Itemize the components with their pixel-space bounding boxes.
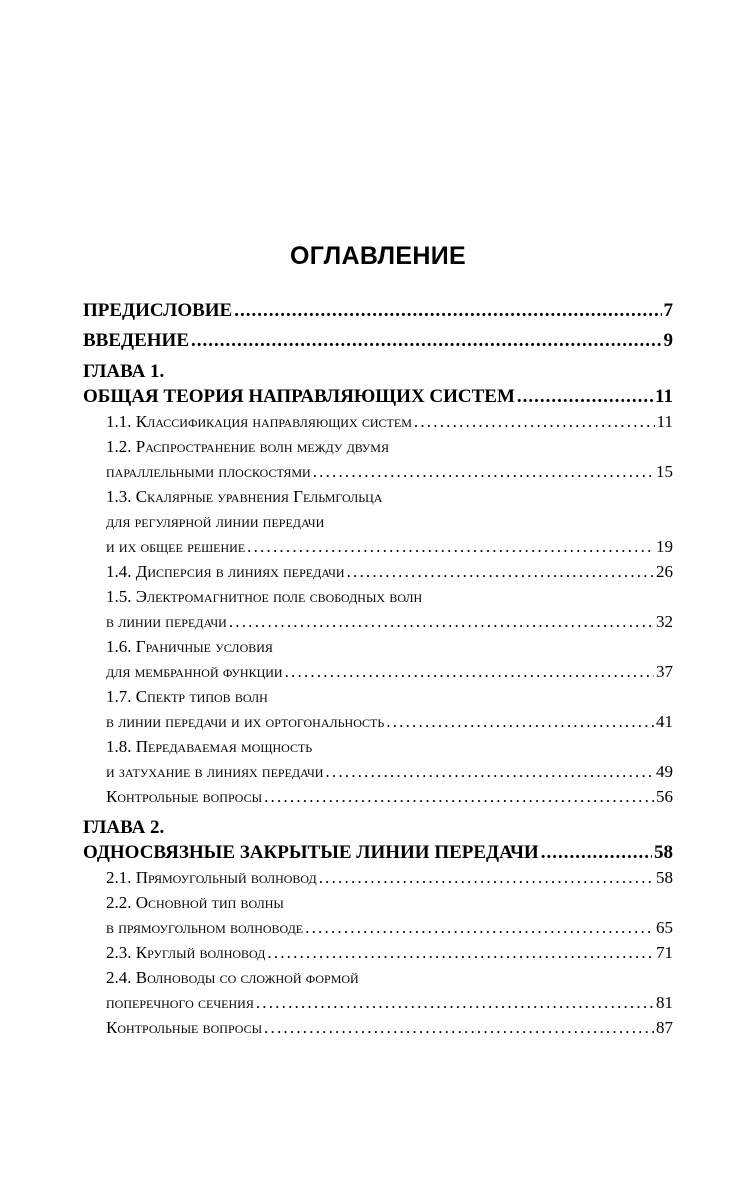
toc-entry-introduction[interactable]: [83, 328, 673, 353]
toc-section-page: 26: [656, 562, 673, 581]
toc-section-entry[interactable]: [83, 965, 673, 1015]
toc-section-text: 1.7. Спектр типов волн: [106, 687, 268, 706]
toc-section-text: в линии передачи и их ортогональность: [106, 712, 385, 731]
toc-section-line: [83, 784, 673, 809]
toc-section-page: 81: [656, 993, 673, 1012]
toc-section-page: 37: [656, 662, 673, 681]
toc-section-text: поперечного сечения: [106, 993, 254, 1012]
dot-leader: [264, 784, 654, 809]
dot-leader: [267, 940, 654, 965]
toc-section-line: [83, 1015, 673, 1040]
chapter-2-sections: [83, 865, 673, 1040]
toc-section-entry[interactable]: [83, 890, 673, 940]
toc-section-entry[interactable]: [83, 940, 673, 965]
page-title: ОГЛАВЛЕНИЕ: [290, 242, 466, 270]
toc-section-text: 1.5. Электромагнитное поле свободных волн: [106, 587, 423, 606]
toc-section-line: [83, 890, 673, 915]
toc-section-entry[interactable]: [83, 865, 673, 890]
toc-section-page: 32: [656, 612, 673, 631]
toc-section-page: 15: [656, 462, 673, 481]
toc-section-entry[interactable]: [83, 409, 673, 434]
toc-entry-page: 7: [663, 300, 673, 321]
toc-section-text: Контрольные вопросы: [106, 1018, 263, 1037]
toc-section-line: [83, 709, 673, 734]
dot-leader: [191, 328, 662, 353]
toc-section-line: [83, 434, 673, 459]
chapter-2-label: ГЛАВА 2.: [83, 817, 165, 838]
toc-section-entry[interactable]: [83, 584, 673, 634]
toc-section-line: [83, 684, 673, 709]
toc-section-page: 71: [656, 943, 673, 962]
toc-section-text: 1.4. Дисперсия в линиях передачи: [106, 562, 345, 581]
toc-section-page: 58: [656, 868, 673, 887]
toc-section-text: в прямоугольном волноводе: [106, 918, 304, 937]
toc-section-text: 1.6. Граничные условия: [106, 637, 273, 656]
dot-leader: [541, 840, 652, 865]
dot-leader: [256, 990, 654, 1015]
toc-section-line: [83, 734, 673, 759]
dot-leader: [305, 915, 654, 940]
dot-leader: [234, 298, 661, 323]
toc-section-line: [83, 484, 673, 509]
toc-section-line: [83, 990, 673, 1015]
toc-section-page: 41: [656, 712, 673, 731]
toc-entry-page: 9: [663, 330, 673, 351]
toc-section-line: [83, 915, 673, 940]
toc-section-page: 56: [656, 787, 673, 806]
toc-entry-preface[interactable]: [83, 298, 673, 323]
toc-section-entry[interactable]: [83, 434, 673, 484]
toc-section-text: Контрольные вопросы: [106, 787, 263, 806]
toc-section-line: [83, 409, 673, 434]
toc-entry-page: 11: [655, 386, 673, 407]
toc-section-page: 49: [656, 762, 673, 781]
toc-section-entry[interactable]: [83, 784, 673, 809]
toc-section-text: для мембранной функции: [106, 662, 283, 681]
toc-section-line: [83, 459, 673, 484]
toc-section-text: в линии передачи: [106, 612, 227, 631]
toc-section-entry[interactable]: [83, 484, 673, 559]
chapter-1-sections: [83, 409, 673, 809]
toc-section-line: [83, 509, 673, 534]
toc-section-entry[interactable]: [83, 1015, 673, 1040]
toc-section-text: 2.4. Волноводы со сложной формой: [106, 968, 359, 987]
toc-section-page: 65: [656, 918, 673, 937]
dot-leader: [517, 384, 653, 409]
toc-section-text: 1.1. Классификация направляющих систем: [106, 412, 412, 431]
dot-leader: [229, 609, 654, 634]
toc-section-entry[interactable]: [83, 684, 673, 734]
dot-leader: [386, 709, 654, 734]
chapter-1-title-entry[interactable]: [83, 384, 673, 409]
toc-section-page: 11: [656, 412, 673, 431]
toc-section-line: [83, 965, 673, 990]
toc-section-text: 1.2. Распространение волн между двумя: [106, 437, 389, 456]
dot-leader: [285, 659, 654, 684]
dot-leader: [347, 559, 654, 584]
toc-entry-page: 58: [654, 842, 673, 863]
toc-entry-title: ПРЕДИСЛОВИЕ: [83, 300, 233, 321]
toc-section-page: 19: [656, 537, 673, 556]
toc-section-line: [83, 584, 673, 609]
toc-section-line: [83, 609, 673, 634]
toc-section-entry[interactable]: [83, 634, 673, 684]
toc-section-page: 87: [656, 1018, 673, 1037]
toc-section-entry[interactable]: [83, 559, 673, 584]
chapter-2-title-entry[interactable]: [83, 840, 673, 865]
toc-section-entry[interactable]: [83, 734, 673, 784]
chapter-1-label: ГЛАВА 1.: [83, 361, 165, 382]
dot-leader: [325, 759, 654, 784]
toc-entry-title: ОБЩАЯ ТЕОРИЯ НАПРАВЛЯЮЩИХ СИСТЕМ: [83, 386, 515, 407]
toc-section-text: 2.1. Прямоугольный волновод: [106, 868, 317, 887]
dot-leader: [319, 865, 654, 890]
dot-leader: [313, 459, 654, 484]
toc-section-text: и их общее решение: [106, 537, 246, 556]
toc-section-line: [83, 559, 673, 584]
toc-section-text: и затухание в линиях передачи: [106, 762, 324, 781]
dot-leader: [264, 1015, 654, 1040]
toc-section-text: 1.8. Передаваемая мощность: [106, 737, 313, 756]
toc-section-text: 2.3. Круглый волновод: [106, 943, 266, 962]
toc-section-text: 2.2. Основной тип волны: [106, 893, 284, 912]
toc-entry-title: ОДНОСВЯЗНЫЕ ЗАКРЫТЫЕ ЛИНИИ ПЕРЕДАЧИ: [83, 842, 539, 863]
dot-leader: [414, 409, 655, 434]
toc-section-line: [83, 534, 673, 559]
toc-section-line: [83, 659, 673, 684]
toc-section-line: [83, 634, 673, 659]
table-of-contents: [83, 298, 673, 1040]
toc-section-line: [83, 759, 673, 784]
toc-entry-title: ВВЕДЕНИЕ: [83, 330, 189, 351]
dot-leader: [247, 534, 654, 559]
toc-section-text: для регулярной линии передачи: [106, 512, 325, 531]
toc-section-line: [83, 865, 673, 890]
toc-section-text: 1.3. Скалярные уравнения Гельмгольца: [106, 487, 383, 506]
toc-section-text: параллельными плоскостями: [106, 462, 311, 481]
toc-section-line: [83, 940, 673, 965]
